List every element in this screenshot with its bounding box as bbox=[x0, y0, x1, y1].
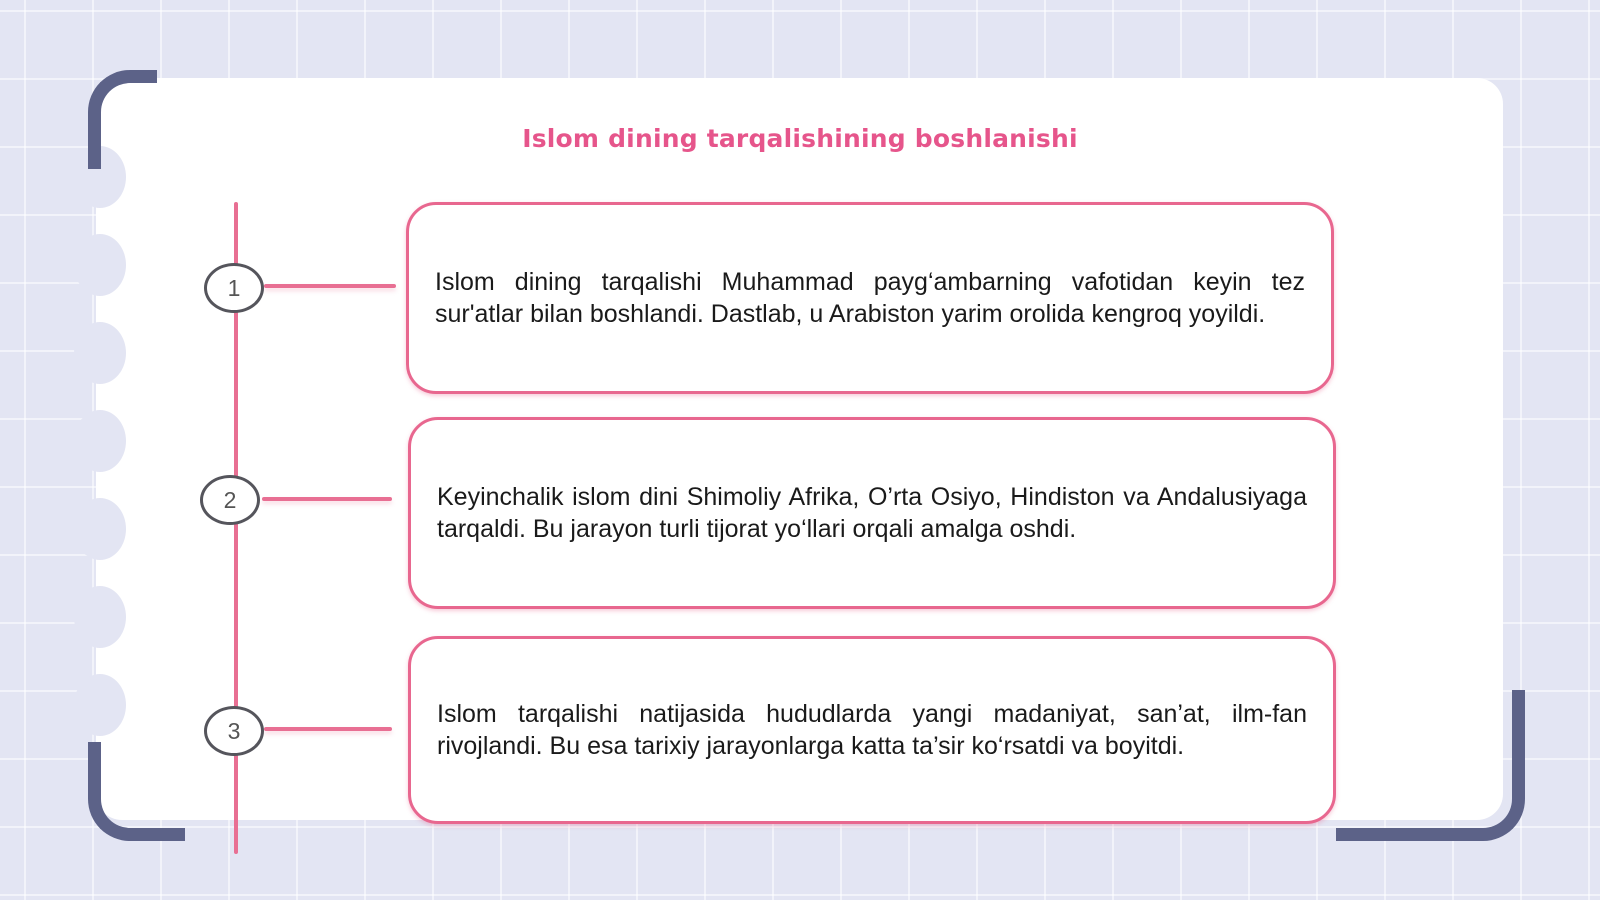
timeline-card-text: Islom dining tarqalishi Muhammad payg‘ambarning vafotidan keyin tez sur'atlar bilan boshlandi. Dastlab, u Arabiston yarim orolida kengroq yoyildi. bbox=[435, 268, 1305, 328]
binder-hole bbox=[74, 586, 126, 648]
timeline-connector bbox=[262, 497, 392, 501]
timeline-connector bbox=[264, 284, 396, 288]
binder-hole bbox=[74, 674, 126, 736]
timeline-step-number: 3 bbox=[204, 706, 264, 756]
frame-corner-top-left bbox=[88, 70, 157, 169]
timeline-card bbox=[408, 417, 1336, 609]
timeline-card bbox=[406, 202, 1334, 394]
timeline-step-number: 2 bbox=[200, 475, 260, 525]
frame-corner-bottom-left bbox=[88, 742, 185, 841]
binder-hole bbox=[74, 234, 126, 296]
timeline-card bbox=[408, 636, 1336, 824]
frame-corner-bottom-right bbox=[1336, 690, 1525, 841]
timeline-card-text: Keyinchalik islom dini Shimoliy Afrika, O’rta Osiyo, Hindiston va Andalusiyaga tarqaldi. Bu jarayon turli tijorat yo‘llari orqali amalga oshdi. bbox=[437, 483, 1307, 543]
binder-hole bbox=[74, 322, 126, 384]
timeline-connector bbox=[264, 727, 392, 731]
binder-hole bbox=[74, 410, 126, 472]
binder-hole bbox=[74, 498, 126, 560]
timeline-step-number: 1 bbox=[204, 263, 264, 313]
timeline-card-text: Islom tarqalishi natijasida hududlarda yangi madaniyat, san’at, ilm-fan rivojlandi. Bu esa tarixiy jarayonlarga katta ta’sir ko‘rsatdi va boyitdi. bbox=[437, 700, 1307, 760]
slide-title: Islom dining tarqalishining boshlanishi bbox=[522, 124, 1078, 153]
